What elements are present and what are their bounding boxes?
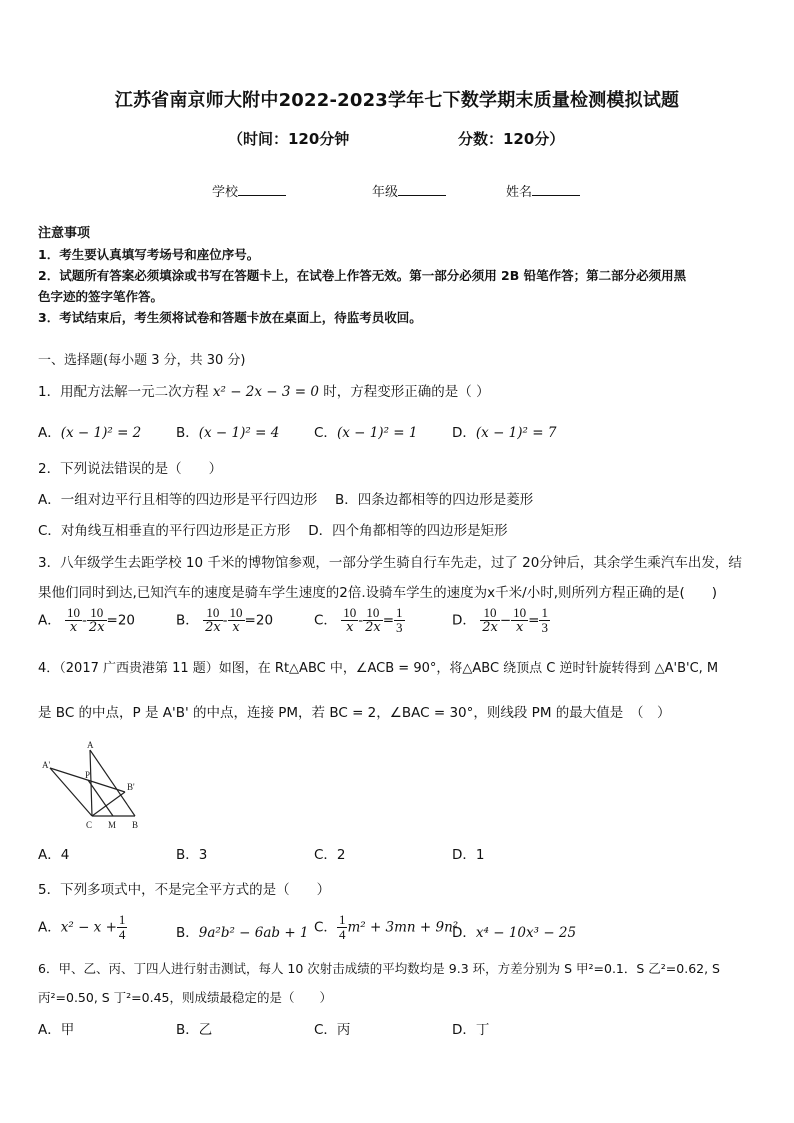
minus: - [358,612,364,629]
question-6-stem-line-2: 丙²=0.50, S 丁²=0.45，则成绩最稳定的是（ ） [38,990,332,1005]
q1-equation: x² − 2x − 3 = 0 [212,384,319,400]
figure-label: B' [127,782,135,792]
option-value: m² + 3mn + 9n² [347,919,459,936]
section-heading: 一、选择题(每小题 3 分，共 30 分) [38,353,246,368]
q6-option-c[interactable]: C．丙 [314,1022,351,1038]
equals: = [382,612,395,629]
q3-option-d[interactable] [452,606,550,635]
option-letter: B． [176,925,199,941]
fraction: $\frac{10}{x}$ [229,605,243,635]
q5-option-c[interactable] [314,913,458,942]
option-value: 9a²b² − 6ab + 1 [198,925,309,941]
option-value: (x − 1)² = 2 [60,425,142,441]
page-title: 江苏省南京师大附中2022-2023学年七下数学期末质量检测模拟试题 [114,90,680,111]
fraction: $\frac{10}{x}$ [513,605,527,635]
q1-option-a[interactable] [38,421,141,441]
option-letter: C． [314,919,337,936]
school-blank[interactable] [238,183,286,196]
exam-time: （时间：120分钟 [228,130,350,148]
q2-options-row-1[interactable]: A．一组对边平行且相等的四边形是平行四边形 B．四条边都相等的四边形是菱形 [38,492,534,508]
figure-segment [92,792,125,816]
minus: - [82,612,87,629]
q4-option-b[interactable]: B．3 [176,847,208,863]
question-4-stem-line-2: 是 BC 的中点，P 是 A'B' 的中点，连接 PM，若 BC = 2，∠BAC = 30°，则线段 PM 的最大值是 （ ） [38,705,671,721]
notice-item: 1．考生要认真填写考场号和座位序号。 [38,247,260,262]
q2-options-row-2[interactable]: C．对角线互相垂直的平行四边形是正方形 D．四个角都相等的四边形是矩形 [38,523,508,539]
exam-score: 分数：120分） [458,130,565,148]
question-2-stem: 2．下列说法错误的是（ ） [38,461,223,477]
fraction: $\frac{10}{2x}$ [365,605,381,635]
name-label: 姓名 [506,185,533,200]
rotation-triangle-figure [40,740,150,832]
name-field[interactable] [506,181,580,200]
q6-option-a[interactable]: A．甲 [38,1022,75,1038]
q4-option-d[interactable]: D．1 [452,847,485,863]
option-letter: C． [314,425,337,441]
fraction: $\frac{1}{4}$ [118,912,126,942]
q4-option-c[interactable]: C．2 [314,847,346,863]
figure-label: A [87,740,94,750]
figure-label: B [132,820,139,830]
equals: = [528,612,540,629]
notice-heading: 注意事项 [38,226,91,241]
minus: − [499,612,512,629]
figure-label: M [108,820,117,830]
fraction: $\frac{10}{2x}$ [88,605,105,635]
option-value: (x − 1)² = 1 [336,425,418,441]
question-4-stem-line-1: 4．（2017 广西贵港第 11 题）如图，在 Rt△ABC 中，∠ACB = 90°，将△ABC 绕顶点 C 逆时针旋转得到 △A'B'C, M [38,661,719,676]
q3-option-a[interactable] [38,606,135,635]
figure-label: C [86,820,93,830]
notice-item: 色字迹的签字笔作答。 [38,289,164,304]
option-letter: D． [452,425,476,441]
option-letter: B． [176,425,199,441]
q3-option-c[interactable] [314,606,405,635]
name-blank[interactable] [532,183,580,196]
q4-option-a[interactable]: A．4 [38,847,70,863]
fraction: $\frac{1}{4}$ [338,912,346,942]
notice-item: 2．试题所有答案必须填涂或书写在答题卡上，在试卷上作答无效。第一部分必须用 2B 铅笔作答；第二部分必须用黑 [38,268,687,283]
fraction: $\frac{10}{2x}$ [482,605,498,635]
question-1-stem [38,380,490,400]
equals: =20 [106,612,136,629]
q6-option-b[interactable]: B．乙 [176,1022,213,1038]
question-5-stem: 5．下列多项式中，不是完全平方式的是（ ） [38,882,331,898]
fraction: $\frac{10}{2x}$ [205,605,221,635]
option-letter: A． [38,919,61,936]
option-letter: B． [176,612,199,629]
school-label: 学校 [212,185,239,200]
question-3-stem-line-2: 果他们同时到达,已知汽车的速度是骑车学生速度的2倍.设骑车学生的速度为x千米/小时,则所列方程正确的是( ) [38,585,718,601]
q1-option-c[interactable] [314,421,417,441]
figure-label: P [85,770,91,780]
grade-label: 年级 [372,185,399,200]
q5-option-b[interactable] [176,921,309,941]
q3-option-b[interactable] [176,606,273,635]
q5-option-d[interactable] [452,921,576,941]
minus: - [222,612,228,629]
notice-item: 3．考试结束后，考生须将试卷和答题卡放在桌面上，待监考员收回。 [38,310,422,325]
grade-field[interactable] [372,181,446,200]
option-value: x² − x + [60,919,117,936]
grade-blank[interactable] [398,183,446,196]
equals: =20 [244,612,274,629]
option-letter: A． [38,425,61,441]
option-value: x⁴ − 10x³ − 25 [475,925,577,941]
fraction: $\frac{10}{x}$ [343,605,357,635]
figure-label: A' [42,760,51,770]
q1-stem-b: 时，方程变形正确的是（ ） [323,384,490,400]
option-letter: A． [38,612,61,629]
option-value: (x − 1)² = 4 [198,425,280,441]
school-field[interactable] [212,181,286,200]
q6-option-d[interactable]: D．丁 [452,1022,490,1038]
fraction: $\frac{1}{3}$ [541,605,548,635]
option-letter: C． [314,612,337,629]
question-3-stem-line-1: 3．八年级学生去距学校 10 千米的博物馆参观，一部分学生骑自行车先走，过了 20分钟后，其余学生乘汽车出发，结 [38,555,742,571]
option-letter: D． [452,612,476,629]
q1-option-d[interactable] [452,421,556,441]
fraction: $\frac{1}{3}$ [396,605,403,635]
option-letter: D． [452,925,476,941]
q1-stem-a: 1．用配方法解一元二次方程 [38,384,209,400]
q5-option-a[interactable] [38,913,127,942]
question-6-stem-line-1: 6．甲、乙、丙、丁四人进行射击测试，每人 10 次射击成绩的平均数均是 9.3 环，方差分别为 S 甲²=0.1．S 乙²=0.62, S [38,961,720,976]
option-value: (x − 1)² = 7 [475,425,557,441]
q1-option-b[interactable] [176,421,279,441]
fraction: $\frac{10}{x}$ [67,605,81,635]
